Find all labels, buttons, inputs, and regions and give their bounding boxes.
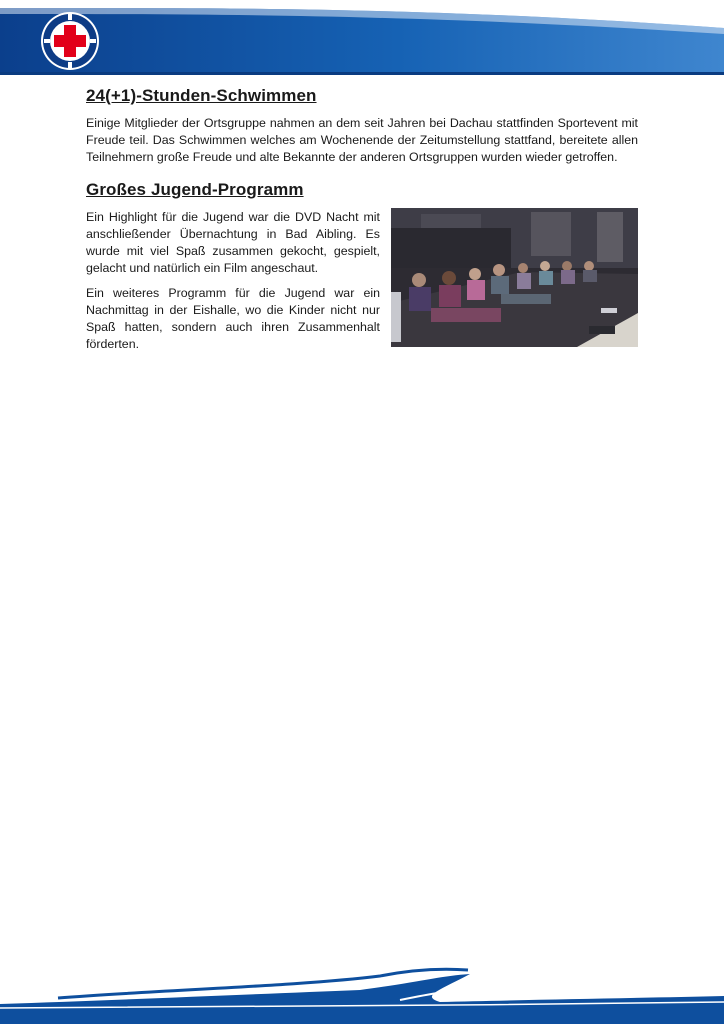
section-paragraph: Ein Highlight für die Jugend war die DVD Nacht mit anschließender Übernachtung in Bad Aibling. Es wurde mit viel Spaß zusammen gekocht, gespielt, gelacht und natürlich ein Film angeschaut. bbox=[86, 210, 380, 275]
wasserwacht-logo-icon bbox=[40, 11, 100, 71]
page-content bbox=[86, 86, 638, 361]
header-band bbox=[0, 0, 724, 75]
section-paragraph: Einige Mitglieder der Ortsgruppe nahmen an dem seit Jahren bei Dachau stattfinden Sportevent mit Freude teil. Das Schwimmen welches am Wochenende der Zeitumstellung stattfand, bereitete allen Teilnehmern große Freude und alte Bekannte der anderen Ortsgruppen wurden wieder getroffen. bbox=[86, 116, 638, 164]
section-youth-program bbox=[86, 180, 638, 353]
section-title: 24(+1)-Stunden-Schwimmen bbox=[86, 86, 317, 105]
section-paragraph: Ein weiteres Programm für die Jugend war ein Nachmittag in der Eishalle, wo die Kinder nicht nur Spaß hatten, sondern auch ihren Zusammenhalt förderten. bbox=[86, 286, 380, 351]
section-swimming bbox=[86, 86, 638, 166]
section-title: Großes Jugend-Programm bbox=[86, 180, 304, 199]
footer-wave bbox=[0, 960, 724, 1024]
section-text bbox=[86, 209, 380, 353]
group-photo-icon bbox=[391, 208, 638, 347]
